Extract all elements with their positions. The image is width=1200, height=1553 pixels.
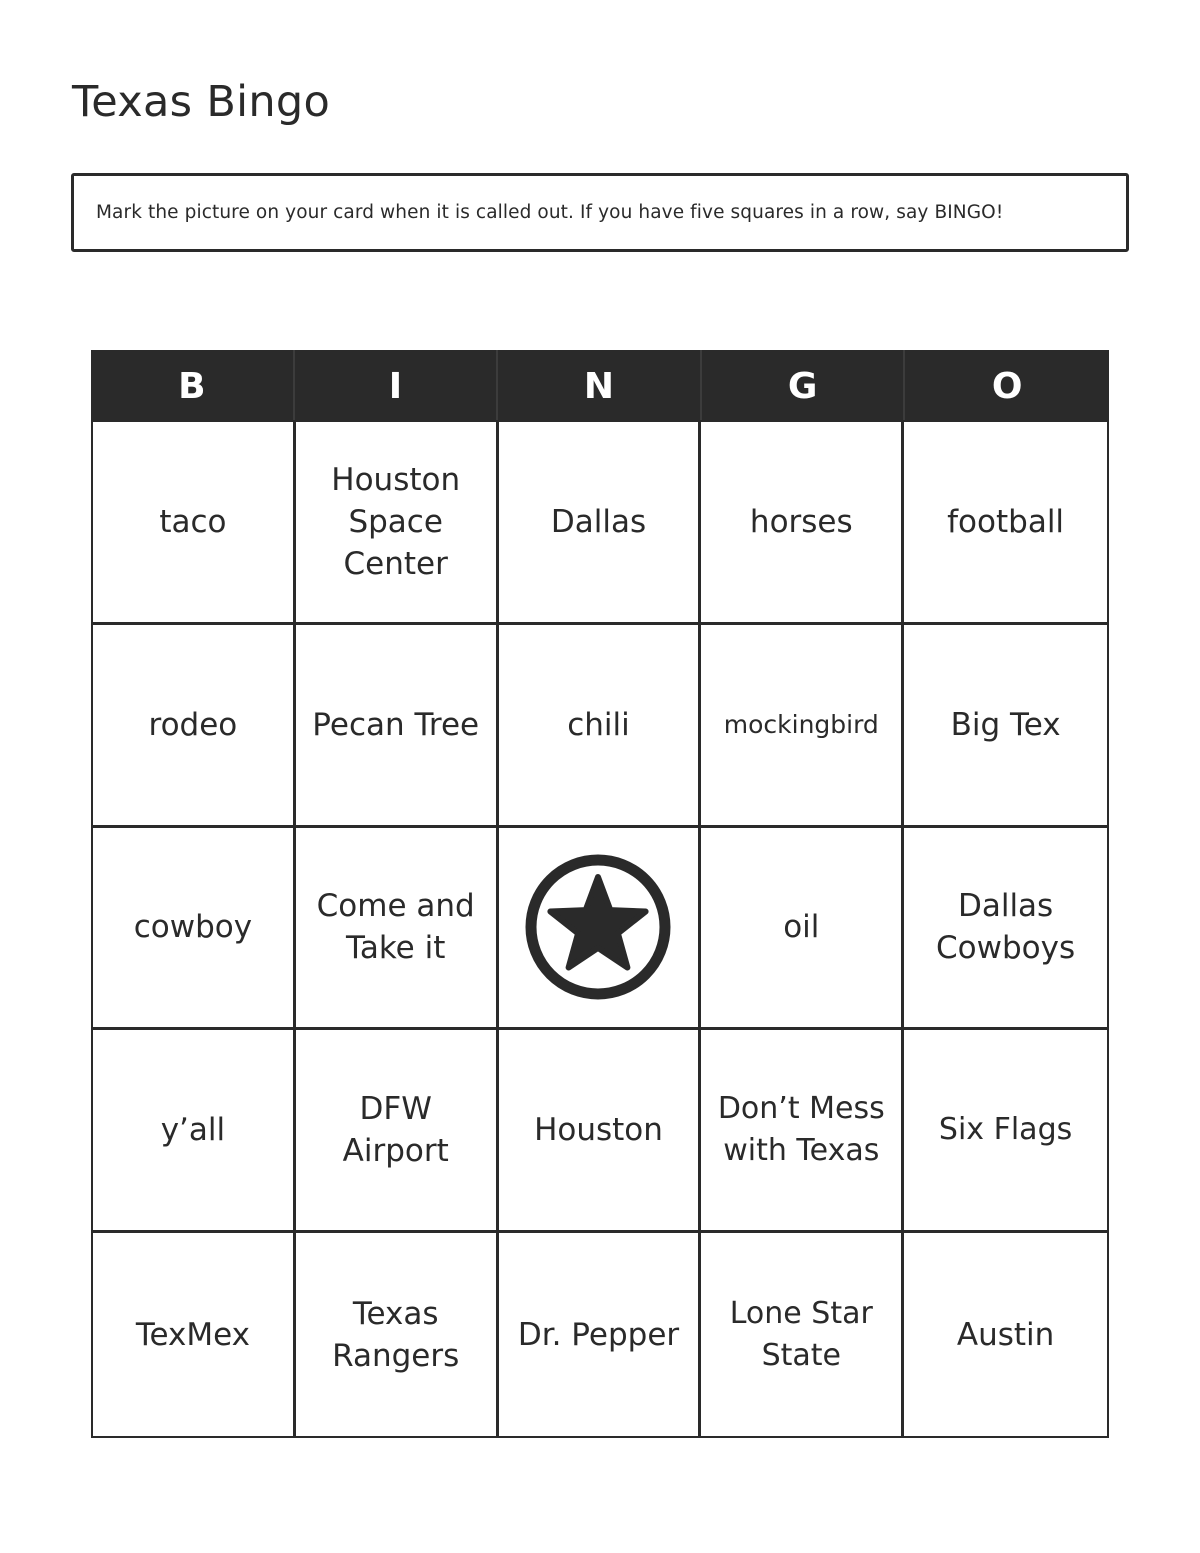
- bingo-square[interactable]: Come and Take it: [296, 828, 499, 1031]
- bingo-square[interactable]: oil: [701, 828, 904, 1031]
- header-letter-o: O: [991, 365, 1023, 407]
- instructions-box: [71, 173, 1129, 252]
- bingo-square[interactable]: Austin: [956, 1316, 1055, 1353]
- bingo-square[interactable]: Houston: [499, 1030, 702, 1233]
- bingo-square[interactable]: Dallas Cowboys: [904, 828, 1107, 1031]
- bingo-header-row: [91, 350, 1109, 422]
- bingo-square[interactable]: Lone Star State: [701, 1233, 904, 1436]
- bingo-square[interactable]: horses: [701, 422, 904, 625]
- bingo-square[interactable]: rodeo: [93, 625, 296, 828]
- bingo-square[interactable]: Dr. Pepper: [499, 1233, 702, 1436]
- header-letter-n: N: [498, 350, 702, 422]
- star-in-circle-icon: [524, 853, 672, 1001]
- bingo-square[interactable]: Pecan Tree: [296, 625, 499, 828]
- header-letter-i: I: [295, 350, 499, 422]
- bingo-square[interactable]: chili: [499, 625, 702, 828]
- bingo-square[interactable]: Don’t Mess with Texas: [701, 1030, 904, 1233]
- bingo-square[interactable]: Six Flags: [904, 1030, 1107, 1233]
- bingo-square[interactable]: DFW Airport: [296, 1030, 499, 1233]
- bingo-square[interactable]: cowboy: [93, 828, 296, 1031]
- bingo-square[interactable]: Houston Space Center: [296, 422, 499, 625]
- bingo-square[interactable]: y’all: [93, 1030, 296, 1233]
- bingo-square[interactable]: TexMex: [93, 1233, 296, 1436]
- bingo-square[interactable]: Texas Rangers: [296, 1233, 499, 1436]
- bingo-square[interactable]: Big Tex: [904, 625, 1107, 828]
- bingo-square[interactable]: football: [904, 422, 1107, 625]
- bingo-square[interactable]: Dallas: [499, 422, 702, 625]
- bingo-square[interactable]: mockingbird: [701, 625, 904, 828]
- page-title: Texas Bingo: [72, 77, 331, 127]
- bingo-card: [91, 350, 1109, 1438]
- free-space-square[interactable]: [499, 828, 702, 1031]
- header-letter-g: G: [702, 350, 906, 422]
- bingo-square[interactable]: taco: [93, 422, 296, 625]
- bingo-grid: [91, 420, 1109, 1438]
- header-letter-b: B: [91, 350, 295, 422]
- instructions-text: Mark the picture on your card when it is called out. If you have five squares in a row, say BINGO!: [96, 202, 1004, 223]
